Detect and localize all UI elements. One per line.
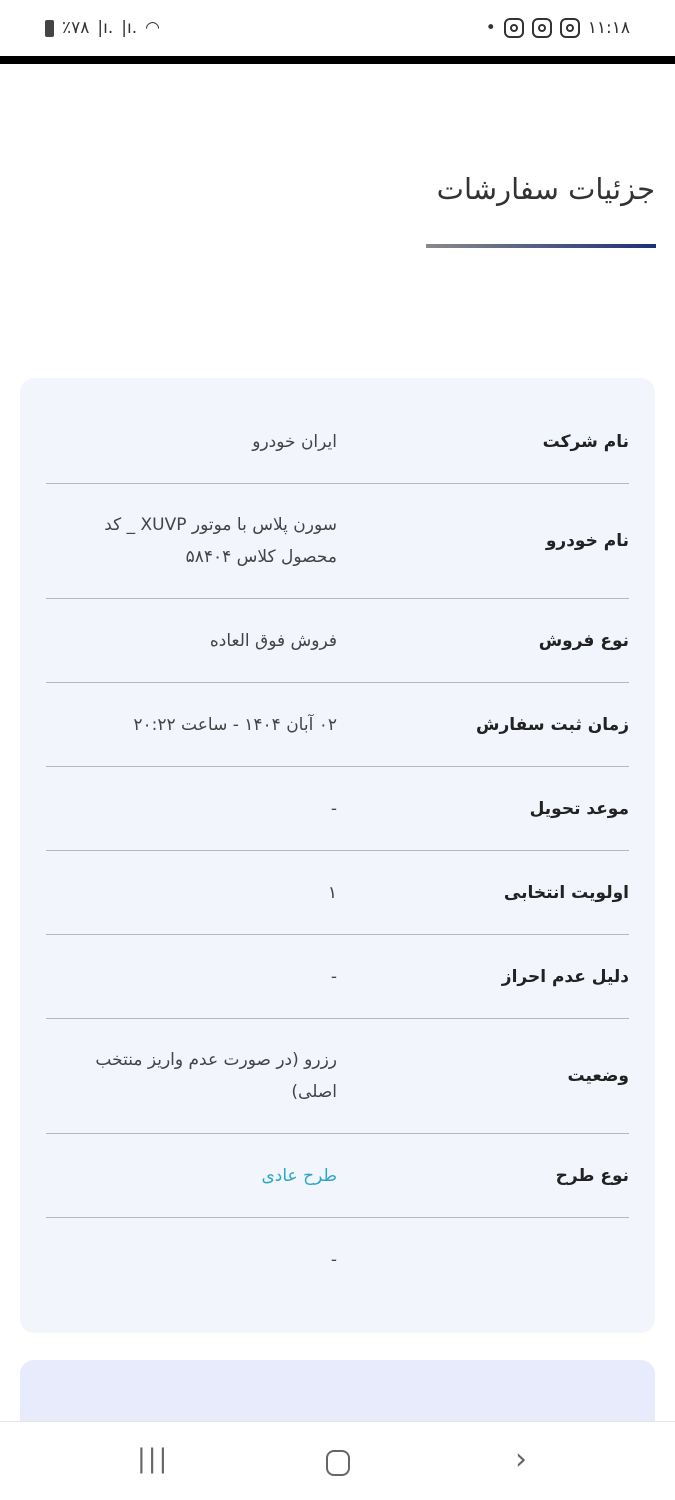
- instagram-icon: [560, 18, 580, 38]
- detail-value: رزرو (در صورت عدم واریز منتخب اصلی): [95, 1050, 337, 1102]
- detail-label: نوع فروش: [538, 630, 629, 651]
- detail-label: نام خودرو: [545, 531, 629, 551]
- detail-value: فروش فوق العاده: [209, 630, 337, 651]
- detail-row: [46, 851, 629, 935]
- home-button[interactable]: [326, 1450, 350, 1476]
- battery-level: ٪۷۸: [62, 18, 90, 38]
- detail-label: نوع طرح: [555, 1165, 629, 1186]
- detail-value: سورن پلاس با موتور XUVP _ کد محصول کلاس ۵۸۴۰۴: [104, 515, 337, 567]
- detail-label: اولویت انتخابی: [503, 882, 629, 903]
- detail-row: [46, 1019, 629, 1134]
- detail-row: [46, 767, 629, 851]
- detail-label: وضعیت: [567, 1066, 629, 1086]
- detail-row: [46, 599, 629, 683]
- detail-label: دلیل عدم احراز: [501, 966, 629, 987]
- detail-value: ۱: [327, 882, 337, 903]
- wifi-icon: ◠: [145, 18, 160, 38]
- signal-icon: |ı.: [97, 18, 114, 38]
- signal-icon-2: |ı.: [121, 18, 138, 38]
- instagram-icon: [504, 18, 524, 38]
- detail-value: -: [330, 966, 337, 987]
- detail-row: [46, 1134, 629, 1218]
- detail-value: ایران خودرو: [252, 431, 337, 452]
- back-button[interactable]: ›: [515, 1442, 527, 1477]
- detail-label: موعد تحویل: [529, 798, 629, 819]
- detail-value: -: [330, 798, 337, 819]
- detail-value: -: [330, 1250, 337, 1270]
- detail-value: ۰۲ آبان ۱۴۰۴ - ساعت ۲۰:۲۲: [133, 714, 337, 735]
- plan-type-link[interactable]: طرح عادی: [261, 1165, 337, 1186]
- header-bar: [0, 56, 675, 64]
- navigation-bar: [0, 1421, 675, 1500]
- detail-label: زمان ثبت سفارش: [476, 714, 629, 735]
- battery-icon: [45, 20, 54, 37]
- status-bar: [0, 0, 675, 56]
- instagram-icon: [532, 18, 552, 38]
- title-underline: [426, 244, 656, 248]
- dot-icon: •: [485, 18, 496, 38]
- page-title: جزئیات سفارشات: [436, 172, 655, 206]
- detail-label: نام شرکت: [542, 431, 629, 452]
- detail-row: [46, 1218, 629, 1302]
- order-details-card: [20, 378, 655, 1333]
- recent-apps-button[interactable]: |||: [137, 1444, 170, 1474]
- detail-row: [46, 683, 629, 767]
- detail-row: [46, 484, 629, 599]
- detail-row: [46, 935, 629, 1019]
- detail-row: [46, 400, 629, 484]
- clock: ۱۱:۱۸: [587, 18, 630, 38]
